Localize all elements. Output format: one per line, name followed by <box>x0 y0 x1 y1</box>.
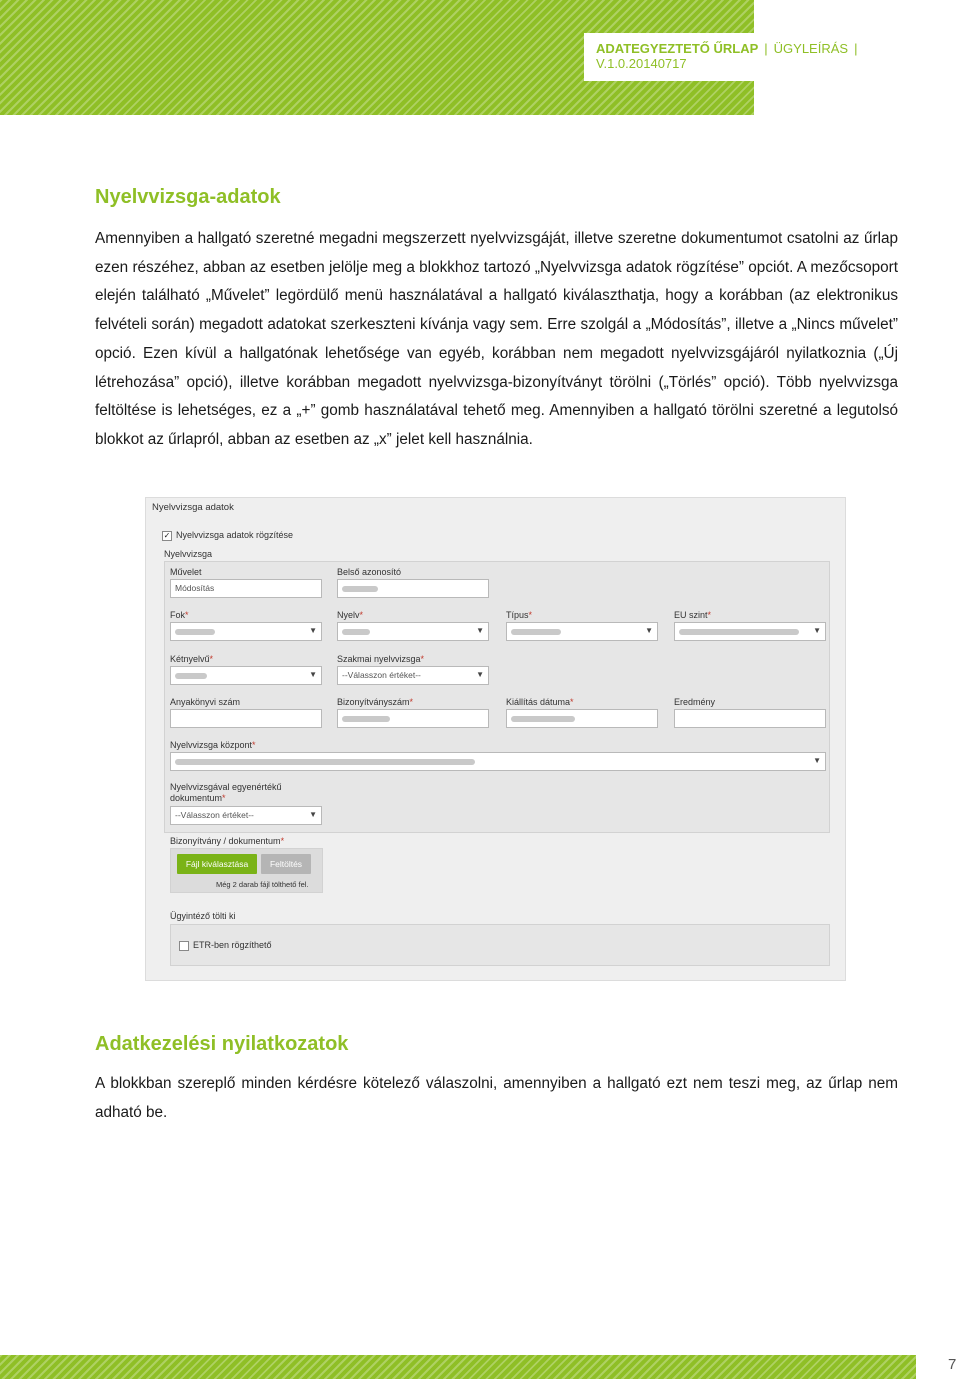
chevron-down-icon: ▼ <box>309 810 317 819</box>
etr-checkbox-row[interactable] <box>179 940 272 951</box>
upload-button[interactable]: Feltöltés <box>261 854 311 874</box>
egyenerteku-label-1: Nyelvvizsgával egyenértékű <box>170 782 282 792</box>
egyenerteku-select[interactable] <box>170 806 322 825</box>
eu-szint-select[interactable] <box>674 622 826 641</box>
ugyintezo-panel <box>170 924 830 966</box>
tipus-label: Típus* <box>506 610 533 620</box>
footer-stripe <box>0 1355 916 1379</box>
etr-checkbox-label: ETR-ben rögzíthető <box>193 940 272 950</box>
belso-azonosito-field[interactable] <box>337 579 489 598</box>
nyelv-select[interactable] <box>337 622 489 641</box>
group-title: Nyelvvizsga <box>164 549 213 559</box>
chevron-down-icon: ▼ <box>645 626 653 635</box>
bizonyitvanyszam-label: Bizonyítványszám* <box>337 697 414 707</box>
form-panel-title: Nyelvvizsga adatok <box>152 502 234 513</box>
eredmeny-field[interactable] <box>674 709 826 728</box>
muvelet-select[interactable] <box>170 579 322 598</box>
exam-fields-panel <box>164 561 830 833</box>
header-separator: | <box>764 41 768 56</box>
chevron-down-icon: ▼ <box>309 626 317 635</box>
chevron-down-icon: ▼ <box>813 756 821 765</box>
section-heading-language-exam: Nyelvvizsga-adatok <box>95 186 281 208</box>
record-checkbox-row[interactable] <box>162 530 293 541</box>
fok-label: Fok* <box>170 610 189 620</box>
chevron-down-icon: ▼ <box>476 670 484 679</box>
header-version: V.1.0.20140717 <box>596 56 687 71</box>
kozpont-label: Nyelvvizsga központ* <box>170 740 256 750</box>
document-header <box>584 33 956 81</box>
chevron-down-icon: ▼ <box>476 626 484 635</box>
eu-szint-label: EU szint* <box>674 610 712 620</box>
checkbox-icon[interactable] <box>179 941 189 951</box>
kiallitas-field[interactable] <box>506 709 658 728</box>
header-separator-2: | <box>854 41 858 56</box>
nyelv-label: Nyelv* <box>337 610 364 620</box>
checkbox-checked-icon[interactable]: ✓ <box>163 530 171 540</box>
szakmai-select[interactable] <box>337 666 489 685</box>
chevron-down-icon: ▼ <box>813 626 821 635</box>
ketnyelvu-select[interactable] <box>170 666 322 685</box>
szakmai-value: --Válasszon értéket-- <box>342 670 421 680</box>
section-paragraph-privacy: A blokkban szereplő minden kérdésre kötelező válaszolni, amennyiben a hallgató ezt nem teszi meg, az űrlap nem adható be. <box>95 1075 898 1121</box>
egyenerteku-value: --Válasszon értéket-- <box>175 810 254 820</box>
eredmeny-label: Eredmény <box>674 697 716 707</box>
chevron-down-icon: ▼ <box>309 670 317 679</box>
fok-select[interactable] <box>170 622 322 641</box>
muvelet-label: Művelet <box>170 567 202 577</box>
tipus-select[interactable] <box>506 622 658 641</box>
form-screenshot <box>145 497 846 981</box>
kiallitas-label: Kiállítás dátuma* <box>506 697 574 707</box>
anyakonyvi-label: Anyakönyvi szám <box>170 697 241 707</box>
anyakonyvi-field[interactable] <box>170 709 322 728</box>
muvelet-value: Módosítás <box>175 583 215 593</box>
belso-azonosito-label: Belső azonosító <box>337 567 402 577</box>
kozpont-select[interactable] <box>170 752 826 771</box>
header-title-sub: ÜGYLEÍRÁS <box>773 41 849 56</box>
ketnyelvu-label: Kétnyelvű* <box>170 654 214 664</box>
egyenerteku-label-2: dokumentum* <box>170 793 226 803</box>
section-paragraph-language-exam: Amennyiben a hallgató szeretné megadni megszerzett nyelvvizsgáját, illetve szeretne dokumentumot csatolni az űrlap ezen részéhez, abban az esetben jelölje meg a blokkhoz tartozó „Nyelvvizsga adatok rögzítése” opciót. A mezőcsoport elején található „Művelet” legördülő menü használatával a hallgató kiválaszthatja, hogy a korábban (az elektronikus felvételi során) megadott adatokat szerkeszteni kívánja vagy sem. Erre szolgál a „Módosítás”, illetve a „Nincs művelet” opció. Ezen kívül a hallgatónak lehetősége van egyéb, korábban nem megadott nyelvvizsgájáról nyilatkoznia („Új létrehozása” opció), illetve korábban megadott nyelvvizsga-bizonyítványt törölni („Törlés” opció). Több nyelvvizsga feltöltése is lehetséges, ez a „+” gomb használatával tehető meg. Amennyiben a hallgató törölni szeretné a legutolsó blokkot az űrlapról, abban az esetben az „x” jelet kell használnia. <box>95 230 898 448</box>
header-title <box>596 41 863 56</box>
page-number: 7 <box>948 1356 957 1373</box>
bizonyitvanyszam-field[interactable] <box>337 709 489 728</box>
bizonyitvany-label: Bizonyítvány / dokumentum* <box>170 836 285 846</box>
ugyintezo-label: Ügyintéző tölti ki <box>170 911 236 921</box>
upload-note: Még 2 darab fájl tölthető fel. <box>216 880 309 889</box>
szakmai-label: Szakmai nyelvvizsga* <box>337 654 425 664</box>
section-heading-privacy: Adatkezelési nyilatkozatok <box>95 1033 349 1055</box>
header-title-main: ADATEGYEZTETŐ ŰRLAP <box>596 41 759 56</box>
record-checkbox-label: Nyelvvizsga adatok rögzítése <box>176 530 294 540</box>
choose-file-button[interactable]: Fájl kiválasztása <box>177 854 257 874</box>
